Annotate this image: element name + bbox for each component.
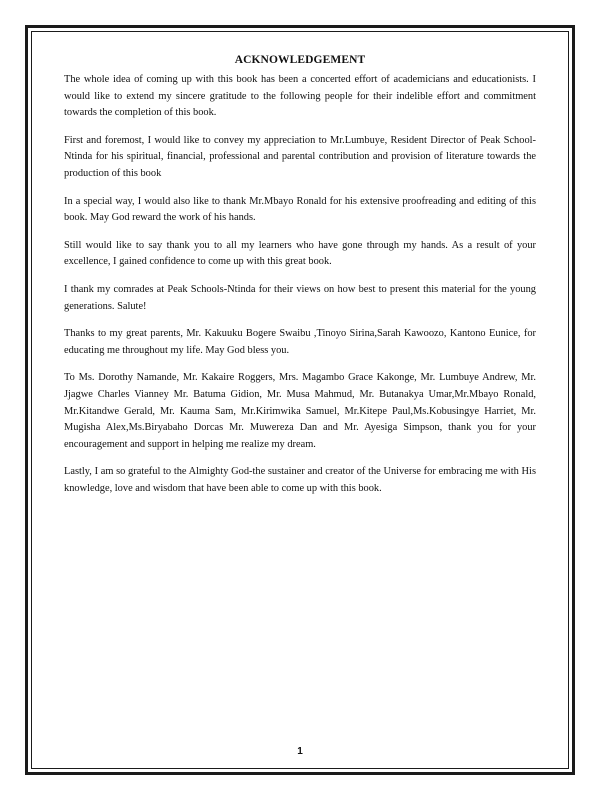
section-heading: ACKNOWLEDGEMENT [234,54,366,66]
paragraph-intro: The whole idea of coming up with this book has been a concerted effort of academicians and educationists. I would like to extend my sincere gratitude to the following people for their indelible effort and commitment towards the completion of this book. [64,74,536,119]
paragraph-parents: Thanks to my great parents, Mr. Kakuuku Bogere Swaibu ,Tinoyo Sirina,Sarah Kawoozo, Kantono Eunice, for educating me throughout my life. May God bless you. [64,328,536,356]
paragraph-director: First and foremost, I would like to convey my appreciation to Mr.Lumbuye, Resident Director of Peak School-Ntinda for his spiritual, financial, professional and parental contribution and provision of literature towards the production of this book [64,134,536,179]
page-number: 1 [297,746,303,757]
paragraph-proofreader: In a special way, I would also like to thank Mr.Mbayo Ronald for his extensive proofreading and editing of this book. May God reward the work of his hands. [64,195,536,224]
acknowledgement-section [64,52,536,508]
paragraph-colleagues: To Ms. Dorothy Namande, Mr. Kakaire Roggers, Mrs. Magambo Grace Kakonge, Mr. Lumbuye Andrew, Mr. Jjagwe Charles Vianney Mr. Batuma Gidion, Mr. Musa Mahmud, Mr. Butanakya Umar,Mr.Mbayo Ronald, Mr.Kitandwe Gerald, Mr. Kauma Sam, Mr.Kirimwika Samuel, Mr.Kitepe Paul,Ms.Kobusingye Harriet, Mr. Mugisha Alex,Ms.Biryabaho Dorcas Mr. Muwereza Dan and Mr. Ayesiga Simpson, thank you for your encouragement and support in helping me realize my dream. [64,372,536,450]
paragraph-comrades: I thank my comrades at Peak Schools-Ntinda for their views on how best to present this material for the young generations. Salute! [64,283,536,312]
paragraph-god: Lastly, I am so grateful to the Almighty God-the sustainer and creator of the Universe for embracing me with His knowledge, love and wisdom that have been able to come up with this book. [64,466,536,494]
paragraph-learners: Still would like to say thank you to all my learners who have gone through my hands. As a result of your excellence, I gained confidence to come up with this great book. [64,239,536,268]
